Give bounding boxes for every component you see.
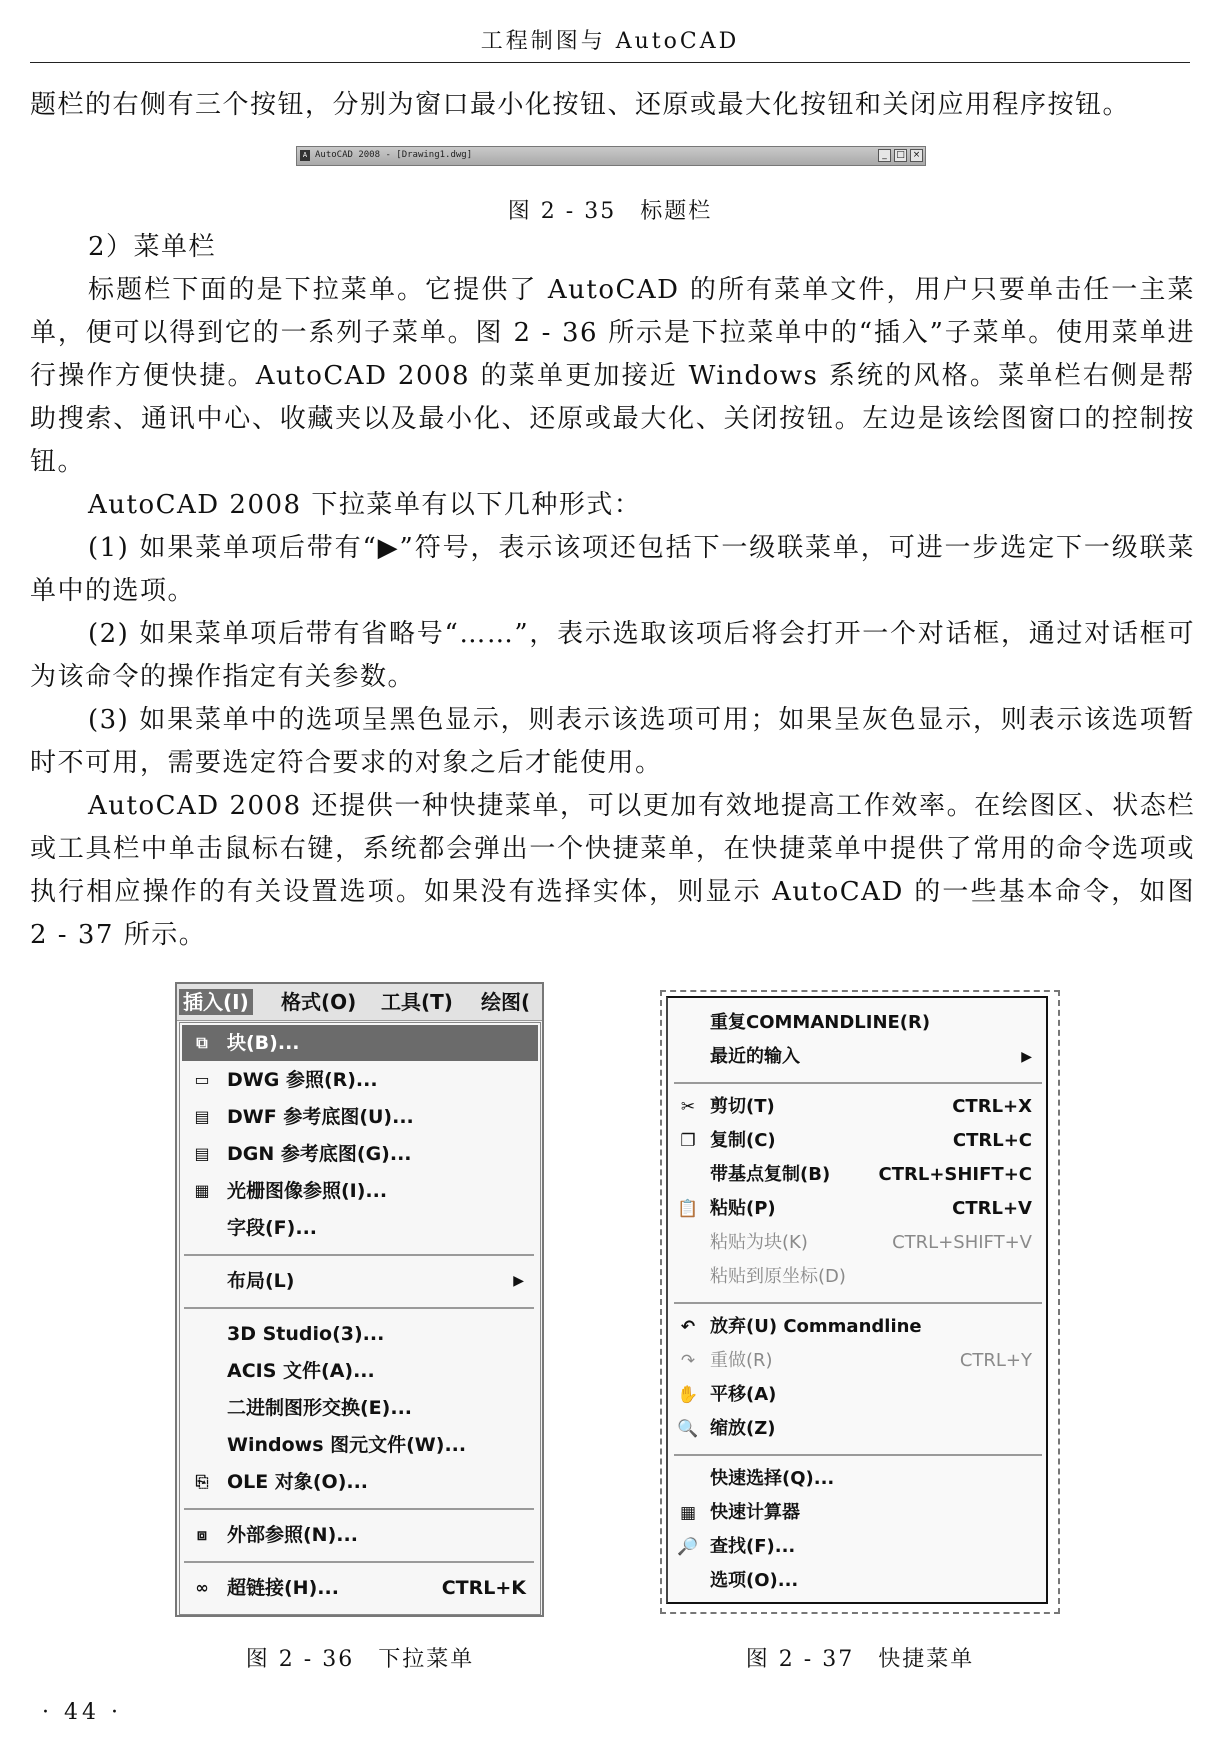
header-rule: [30, 62, 1190, 63]
ctx-item-quickcalc[interactable]: ▦ 快速计算器: [670, 1496, 1044, 1530]
menu-insert[interactable]: 插入(I): [179, 989, 253, 1015]
menu-item-field[interactable]: 字段(F)...: [227, 1217, 317, 1239]
zoom-icon: 🔍: [677, 1419, 699, 1439]
page-number: · 44 ·: [42, 1700, 122, 1725]
hyperlink-icon: ∞: [195, 1578, 209, 1597]
menu-separator: [184, 1508, 534, 1510]
pan-icon: ✋: [677, 1385, 699, 1405]
ole-object-icon: ⎘: [195, 1472, 209, 1491]
menu-item-dwg-reference[interactable]: ▭ DWG 参照(R)...: [182, 1062, 538, 1098]
paragraph-menubar: 标题栏下面的是下拉菜单。它提供了 AutoCAD 的所有菜单文件，用户只要单击任一主菜单，便可以得到它的一系列子菜单。图 2 - 36 所示是下拉菜单中的“插入”子菜单。使用菜单进行操作方便快捷。AutoCAD 2008 的菜单更加接近 Windows 系统的风格。菜单栏右侧是帮助搜索、通讯中心、收藏夹以及最小化、还原或最大化、关闭按钮。左边是该绘图窗口的控制按钮。: [30, 275, 1195, 477]
copy-icon: ❐: [680, 1131, 696, 1151]
ctx-item-cut[interactable]: ✂ 剪切(T) CTRL+X: [670, 1090, 1044, 1124]
close-icon: ×: [910, 149, 923, 162]
calculator-icon: ▦: [679, 1503, 697, 1523]
menu-item-acis-file[interactable]: ACIS 文件(A)...: [227, 1360, 375, 1382]
menu-item-external-reference[interactable]: ⧈ 外部参照(N)...: [182, 1517, 538, 1553]
ctx-item-copy-with-basepoint[interactable]: 带基点复制(B) CTRL+SHIFT+C: [710, 1164, 1032, 1185]
menu-item-raster-image[interactable]: ▦ 光栅图像参照(I)...: [182, 1173, 538, 1209]
external-reference-icon: ⧈: [196, 1525, 208, 1544]
submenu-arrow-icon: ▶: [513, 1273, 524, 1289]
undo-icon: ↶: [680, 1317, 696, 1337]
menu-item-binary-dxf[interactable]: 二进制图形交换(E)...: [227, 1397, 412, 1419]
minimize-icon: _: [878, 149, 891, 162]
figure-shortcut-menu: [660, 990, 1060, 1614]
ctx-item-paste[interactable]: 📋 粘贴(P) CTRL+V: [677, 1198, 1032, 1219]
ctx-item-options[interactable]: 选项(O)...: [710, 1570, 799, 1591]
menu-item-block[interactable]: ⧉ 块(B)...: [182, 1025, 538, 1061]
paragraph-titlebar-buttons: 题栏的右侧有三个按钮，分别为窗口最小化按钮、还原或最大化按钮和关闭应用程序按钮。: [30, 90, 1131, 120]
menu-item-3d-studio[interactable]: 3D Studio(3)...: [227, 1323, 385, 1345]
ctx-item-zoom[interactable]: 🔍 缩放(Z): [677, 1418, 776, 1439]
figure-titlebar: [296, 146, 926, 166]
redo-icon: ↷: [680, 1351, 696, 1371]
paragraph-item-1: (1) 如果菜单项后带有“▶”符号，表示该项还包括下一级联菜单，可进一步选定下一级联菜单中的选项。: [30, 533, 1195, 606]
menu-separator: [674, 1302, 1042, 1304]
dwf-underlay-icon: ▤: [194, 1107, 210, 1126]
menu-separator: [184, 1254, 534, 1256]
menu-tools[interactable]: 工具(T): [381, 990, 453, 1014]
menu-separator: [184, 1307, 534, 1309]
ctx-item-paste-to-original-coords[interactable]: 粘贴到原坐标(D): [710, 1266, 846, 1287]
paste-icon: 📋: [677, 1199, 699, 1219]
menu-item-windows-metafile[interactable]: Windows 图元文件(W)...: [227, 1434, 467, 1456]
scissors-icon: ✂: [680, 1097, 696, 1117]
find-icon: 🔎: [677, 1537, 699, 1557]
ctx-item-find[interactable]: 🔎 查找(F)...: [677, 1536, 796, 1557]
autocad-logo-icon: A: [300, 150, 310, 161]
ctx-item-pan[interactable]: ✋ 平移(A): [677, 1384, 777, 1405]
menu-item-ole-object[interactable]: ⎘ OLE 对象(O)...: [182, 1464, 538, 1500]
raster-image-icon: ▦: [194, 1181, 210, 1200]
menu-draw[interactable]: 绘图(: [481, 990, 531, 1014]
figure-caption-2-36: 图 2 - 36 下拉菜单: [245, 1647, 475, 1672]
restore-icon: □: [894, 149, 907, 162]
menu-item-hyperlink[interactable]: ∞ 超链接(H)... CTRL+K: [182, 1570, 538, 1606]
menu-separator: [184, 1561, 534, 1563]
menu-format[interactable]: 格式(O): [281, 990, 357, 1014]
ctx-item-paste-as-block[interactable]: 粘贴为块(K) CTRL+SHIFT+V: [710, 1232, 1032, 1253]
paragraph-item-2: (2) 如果菜单项后带有省略号“……”，表示选取该项后将会打开一个对话框，通过对话框可为该命令的操作指定有关参数。: [30, 619, 1195, 692]
ctx-item-recent-input[interactable]: 最近的输入 ▶: [670, 1040, 1044, 1074]
block-icon: ⧉: [196, 1033, 208, 1052]
shortcut-menu-panel: [666, 996, 1048, 1604]
menu-separator: [674, 1082, 1042, 1084]
menu-item-dgn-underlay[interactable]: ▤ DGN 参考底图(G)...: [182, 1136, 538, 1172]
ctx-item-redo[interactable]: ↷ 重做(R) CTRL+Y: [670, 1344, 1044, 1378]
ctx-item-repeat[interactable]: 重复COMMANDLINE(R): [710, 1012, 931, 1033]
submenu-arrow-icon: ▶: [1021, 1049, 1032, 1065]
window-title-text: AutoCAD 2008 - [Drawing1.dwg]: [315, 150, 473, 160]
figure-caption-2-35: 图 2 - 35 标题栏: [507, 199, 713, 224]
paragraph-item-3: (3) 如果菜单中的选项呈黑色显示，则表示该选项可用；如果呈灰色显示，则表示该选项暂时不可用，需要选定符合要求的对象之后才能使用。: [30, 705, 1195, 778]
section-heading-menubar: 2）菜单栏: [88, 232, 217, 262]
ctx-item-undo[interactable]: ↶ 放弃(U) Commandline: [670, 1310, 1044, 1344]
ctx-item-copy[interactable]: ❐ 复制(C) CTRL+C: [670, 1124, 1044, 1158]
dwg-xref-icon: ▭: [194, 1070, 210, 1089]
menu-separator: [674, 1454, 1042, 1456]
paragraph-forms: AutoCAD 2008 下拉菜单有以下几种形式：: [88, 490, 642, 520]
ctx-item-quick-select[interactable]: 快速选择(Q)...: [710, 1468, 835, 1489]
menu-item-dwf-underlay[interactable]: ▤ DWF 参考底图(U)...: [182, 1099, 538, 1135]
insert-submenu: [179, 1022, 541, 1615]
menu-bar: [177, 984, 542, 1021]
menu-item-layout[interactable]: 布局(L) ▶: [182, 1263, 538, 1299]
figure-dropdown-menu: [175, 982, 544, 1617]
paragraph-shortcut-menu: AutoCAD 2008 还提供一种快捷菜单，可以更加有效地提高工作效率。在绘图区、状态栏或工具栏中单击鼠标右键，系统都会弹出一个快捷菜单，在快捷菜单中提供了常用的命令选项或执行相应操作的有关设置选项。如果没有选择实体，则显示 AutoCAD 的一些基本命令，如图 2 - 37 所示。: [30, 791, 1195, 950]
running-header: 工程制图与 AutoCAD: [480, 29, 740, 54]
figure-caption-2-37: 图 2 - 37 快捷菜单: [745, 1647, 975, 1672]
dgn-underlay-icon: ▤: [194, 1144, 210, 1163]
